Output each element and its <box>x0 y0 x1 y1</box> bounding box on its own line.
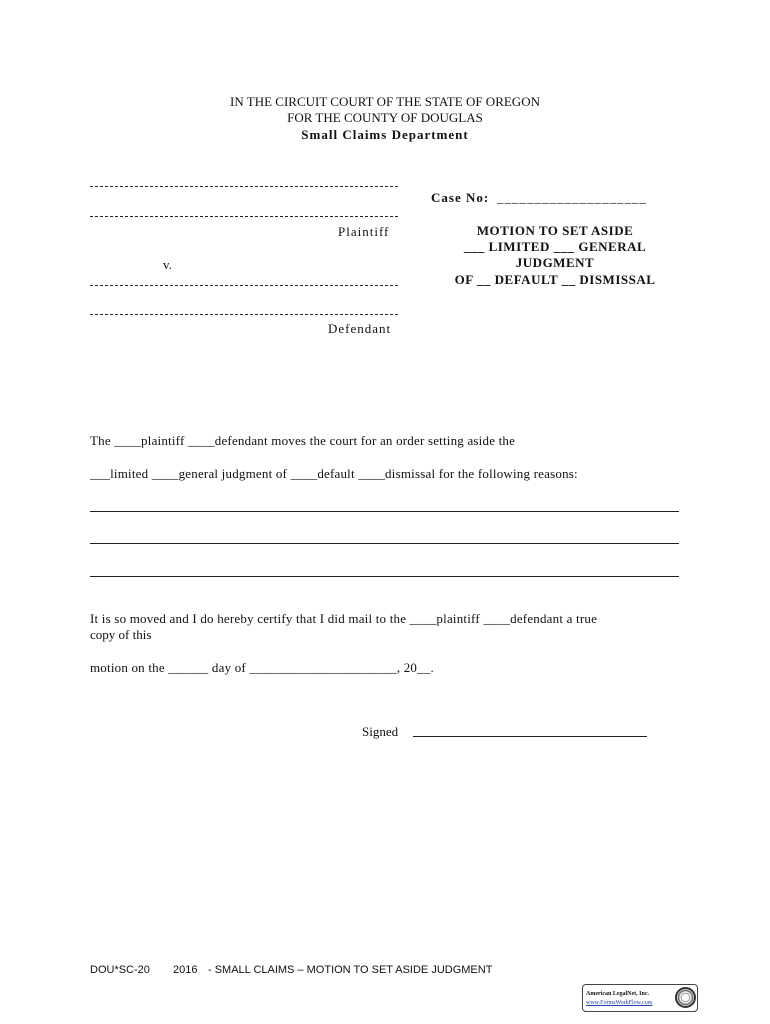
motion-title-line4: OF __ DEFAULT __ DISMISSAL <box>454 272 656 287</box>
publisher-url[interactable]: www.FormsWorkFlow.com <box>586 1000 653 1006</box>
publisher-name: American LegalNet, Inc. <box>586 991 649 997</box>
court-name: IN THE CIRCUIT COURT OF THE STATE OF OREGON <box>230 94 540 109</box>
form-id: DOU*SC-20 <box>90 964 150 976</box>
motion-statement-line1: The ____plaintiff ____defendant moves the court for an order setting aside the <box>90 433 516 448</box>
reason-line-1[interactable] <box>90 511 679 512</box>
mailing-date-line: motion on the ______ day of ______________________, 20__. <box>90 660 434 675</box>
signature-line[interactable] <box>413 736 647 737</box>
plaintiff-label: Plaintiff <box>338 224 390 239</box>
certification-line1: It is so moved and I do hereby certify that I did mail to the ____plaintiff ____defendant a true <box>90 611 598 626</box>
plaintiff-name-blank-1[interactable] <box>90 186 398 187</box>
form-title: - SMALL CLAIMS – MOTION TO SET ASIDE JUDGMENT <box>208 964 493 976</box>
form-year: 2016 <box>173 964 198 976</box>
department-name: Small Claims Department <box>301 127 469 142</box>
motion-title-line3: JUDGMENT <box>515 255 595 270</box>
motion-title-line1: MOTION TO SET ASIDE <box>476 223 634 238</box>
motion-title-line2: ___ LIMITED ___ GENERAL <box>463 239 647 254</box>
certification-line2: copy of this <box>90 627 152 642</box>
versus-label: v. <box>163 257 172 272</box>
motion-statement-line2: ___limited ____general judgment of ____default ____dismissal for the following reasons: <box>90 466 578 481</box>
signed-label: Signed <box>362 724 399 739</box>
case-number-label: Case No: <box>431 190 490 205</box>
defendant-label: Defendant <box>328 321 392 336</box>
defendant-name-blank-1[interactable] <box>90 285 398 286</box>
reason-line-3[interactable] <box>90 576 679 577</box>
case-number-field[interactable]: ____________________ <box>497 190 647 205</box>
defendant-name-blank-2[interactable] <box>90 314 398 315</box>
reason-line-2[interactable] <box>90 543 679 544</box>
plaintiff-name-blank-2[interactable] <box>90 216 398 217</box>
county-name: FOR THE COUNTY OF DOUGLAS <box>287 110 483 125</box>
seal-icon <box>675 987 696 1008</box>
